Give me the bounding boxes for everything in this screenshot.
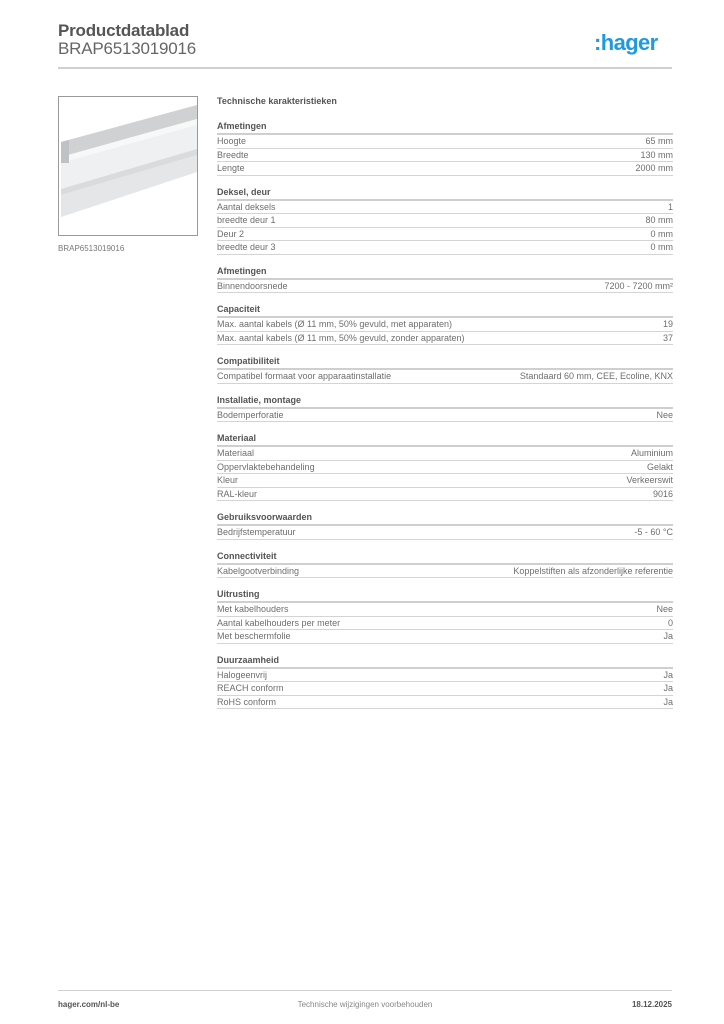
spec-value: Nee [656, 604, 673, 614]
spec-row [217, 332, 673, 346]
spec-row [217, 241, 673, 255]
spec-label: Aantal deksels [217, 201, 276, 212]
spec-value: Ja [663, 696, 673, 707]
footer-website-link[interactable]: hager.com/nl-be [58, 1000, 120, 1009]
section-title: Materiaal [217, 432, 673, 447]
spec-row [217, 474, 673, 488]
spec-label: RAL-kleur [217, 488, 258, 499]
spec-section [217, 303, 673, 345]
section-title: Duurzaamheid [217, 654, 673, 669]
spec-value: 19 [662, 319, 673, 329]
spec-row [217, 669, 673, 683]
spec-row [217, 682, 673, 696]
section-title: Installatie, montage [217, 394, 673, 409]
spec-value: Ja [663, 683, 673, 693]
section-title: Connectiviteit [217, 550, 673, 565]
spec-label: Hoogte [217, 136, 247, 146]
product-image [58, 96, 198, 236]
spec-row [217, 617, 673, 631]
spec-row [217, 149, 673, 163]
spec-row [217, 603, 673, 617]
spec-value: 80 mm [645, 215, 673, 225]
spec-row [217, 318, 673, 332]
spec-label: Max. aantal kabels (Ø 11 mm, 50% gevuld, zonder apparaten) [217, 332, 465, 343]
spec-label: Oppervlaktebehandeling [217, 461, 315, 472]
footer-date: 18.12.2025 [631, 1000, 672, 1009]
spec-row [217, 461, 673, 475]
spec-section [217, 511, 673, 540]
spec-label: Deur 2 [217, 228, 245, 239]
section-title: Compatibiliteit [217, 355, 673, 370]
section-title: Uitrusting [217, 588, 673, 603]
spec-section [217, 120, 673, 176]
spec-label: Kleur [217, 475, 239, 485]
spec-value: Ja [663, 669, 673, 680]
cable-trunking-illustration [59, 97, 197, 235]
spec-section [217, 394, 673, 423]
spec-label: Compatibel formaat voor apparaatinstallatie [217, 371, 392, 381]
spec-label: breedte deur 1 [217, 215, 276, 225]
spec-row [217, 488, 673, 502]
product-code: BRAP6513019016 [58, 39, 197, 58]
section-title: Capaciteit [217, 303, 673, 318]
spec-label: Met kabelhouders [217, 604, 289, 614]
spec-section [217, 355, 673, 384]
specs-title: Technische karakteristieken [217, 96, 337, 106]
spec-label: RoHS conform [217, 696, 277, 707]
spec-row [217, 526, 673, 540]
spec-label: Bedrijfstemperatuur [217, 527, 296, 537]
spec-section [217, 186, 673, 255]
spec-row [217, 447, 673, 461]
spec-value: 1 [667, 201, 673, 212]
section-title: Deksel, deur [217, 186, 673, 201]
spec-row [217, 228, 673, 242]
document-title: Productdatablad [58, 21, 190, 40]
spec-value: Ja [663, 631, 673, 641]
spec-value: 65 mm [645, 136, 673, 146]
image-caption: BRAP6513019016 [58, 244, 125, 253]
spec-value: 130 mm [640, 149, 673, 160]
spec-label: Kabelgootverbinding [217, 565, 300, 576]
spec-label: Halogeenvrij [217, 669, 268, 680]
spec-value: 37 [662, 332, 673, 343]
spec-row [217, 201, 673, 215]
spec-value: 2000 mm [635, 163, 673, 173]
spec-label: Bodemperforatie [217, 409, 284, 420]
spec-section [217, 550, 673, 579]
spec-label: REACH conform [217, 683, 284, 693]
spec-value: 0 [667, 617, 673, 628]
spec-section [217, 432, 673, 501]
spec-label: breedte deur 3 [217, 242, 276, 252]
spec-row [217, 135, 673, 149]
spec-row [217, 565, 673, 579]
section-title: Gebruiksvoorwaarden [217, 511, 673, 526]
spec-value: Aluminium [630, 448, 673, 458]
footer-disclaimer: Technische wijzigingen voorbehouden [297, 1000, 433, 1009]
spec-value: Nee [656, 409, 673, 420]
spec-row [217, 630, 673, 644]
spec-label: Aantal kabelhouders per meter [217, 617, 341, 628]
spec-row [217, 162, 673, 176]
spec-label: Max. aantal kabels (Ø 11 mm, 50% gevuld, met apparaten) [217, 319, 452, 329]
hager-logo: :hager [594, 30, 658, 55]
technical-specs [217, 96, 673, 719]
spec-value: Verkeerswit [626, 475, 673, 485]
spec-value: Gelakt [646, 461, 673, 472]
section-title: Afmetingen [217, 265, 673, 280]
spec-label: Met beschermfolie [217, 631, 291, 641]
spec-label: Lengte [217, 163, 245, 173]
spec-row [217, 280, 673, 294]
spec-section [217, 265, 673, 294]
spec-row [217, 696, 673, 710]
footer-divider [58, 990, 672, 991]
spec-value: 9016 [652, 488, 673, 499]
spec-label: Binnendoorsnede [217, 280, 288, 291]
spec-value: 7200 - 7200 mm² [604, 280, 673, 291]
spec-label: Breedte [217, 149, 249, 160]
spec-value: 0 mm [650, 228, 673, 239]
spec-row [217, 409, 673, 423]
spec-value: Standaard 60 mm, CEE, Ecoline, KNX [519, 371, 673, 381]
spec-row [217, 214, 673, 228]
spec-value: Koppelstiften als afzonderlijke referentie [513, 565, 673, 576]
spec-value: -5 - 60 °C [634, 527, 673, 537]
spec-value: 0 mm [650, 242, 673, 252]
spec-section [217, 654, 673, 710]
spec-section [217, 588, 673, 644]
spec-row [217, 370, 673, 384]
header-divider [58, 67, 672, 69]
spec-label: Materiaal [217, 448, 255, 458]
section-title: Afmetingen [217, 120, 673, 135]
